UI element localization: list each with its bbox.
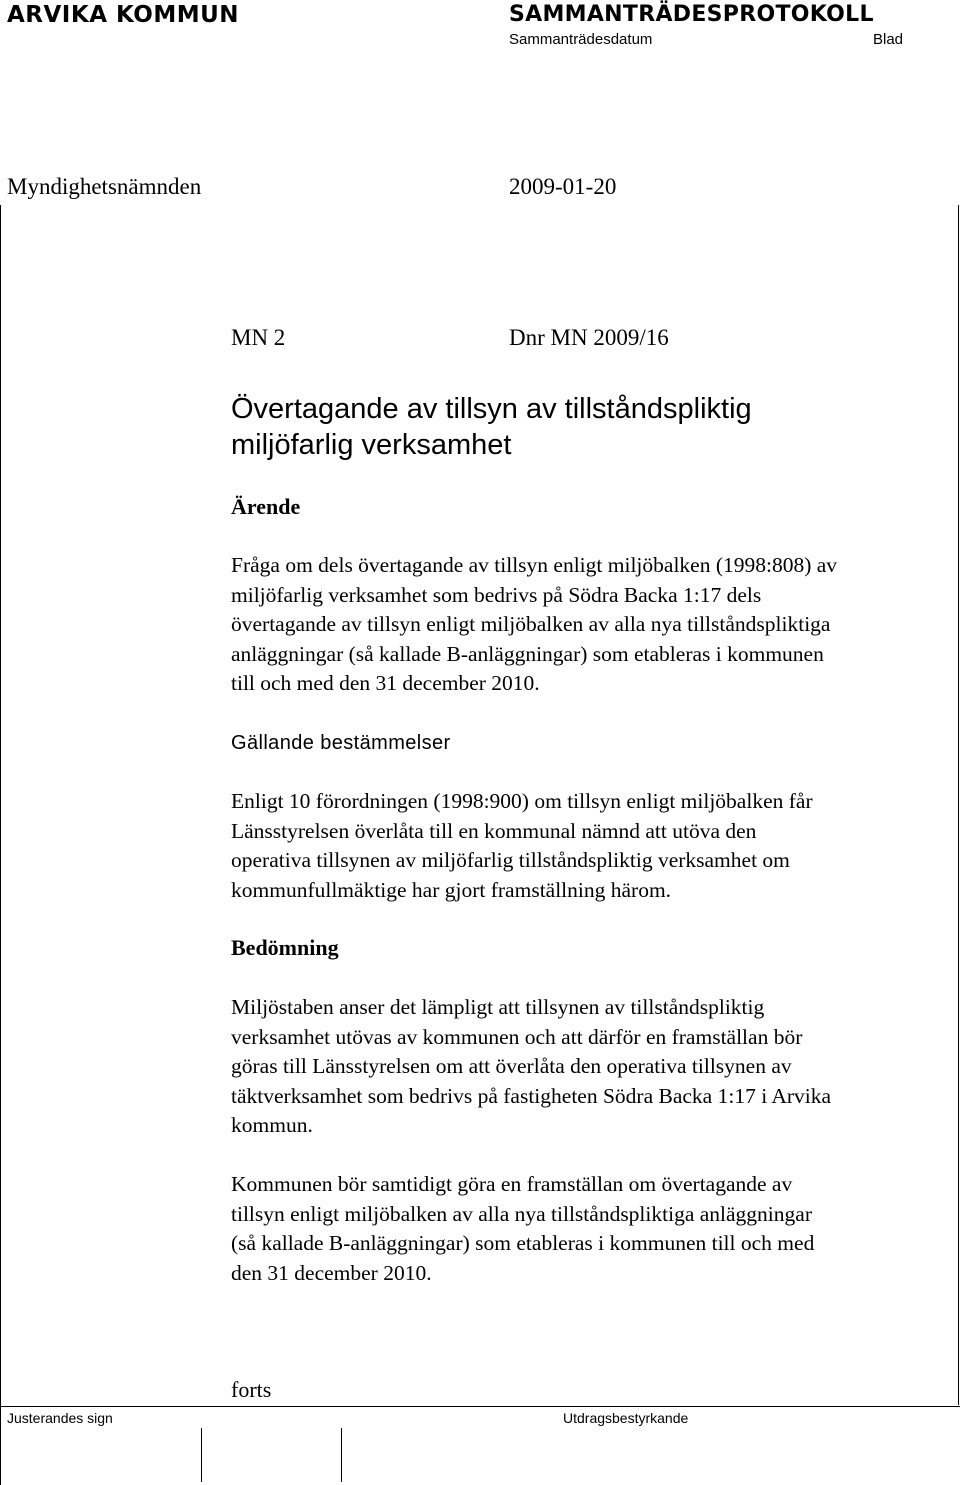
text-line: den 31 december 2010.	[231, 1260, 432, 1285]
bedomning-paragraph-2	[231, 1170, 814, 1288]
section-heading-arende: Ärende	[231, 494, 301, 519]
section-heading-bestammelser: Gällande bestämmelser	[231, 732, 451, 754]
text-line: operativa tillsynen av miljöfarlig tillståndspliktig verksamhet om	[231, 848, 790, 873]
text-line: kommunfullmäktige har gjort framställning härom.	[231, 877, 672, 902]
section-heading-bedomning: Bedömning	[231, 935, 339, 960]
text-line: Miljöstaben anser det lämpligt att tillsynen av tillståndspliktig	[231, 995, 765, 1019]
case-title-line: Övertagande av tillsyn av tillståndspliktig	[231, 393, 752, 425]
meeting-date: 2009-01-20	[509, 174, 617, 199]
text-line: Enligt 10 förordningen (1998:900) om tillsyn enligt miljöbalken får	[231, 789, 813, 813]
text-line: övertagande av tillsyn enligt miljöbalken av alla nya tillståndspliktiga	[231, 612, 831, 637]
case-title-line: miljöfarlig verksamhet	[231, 429, 512, 461]
case-title	[231, 391, 931, 463]
text-line: till och med den 31 december 2010.	[231, 671, 540, 696]
page-label: Blad	[873, 31, 904, 48]
text-line: Länsstyrelsen överlåta till en kommunal nämnd att utöva den	[231, 818, 757, 843]
left-margin-line	[0, 205, 1, 1485]
text-line: täktverksamhet som bedrivs på fastigheten Södra Backa 1:17 i Arvika	[231, 1083, 832, 1108]
committee-name: Myndighetsnämnden	[7, 174, 202, 199]
signature-box-divider	[341, 1428, 342, 1482]
text-line: anläggningar (så kallade B-anläggningar) som etableras i kommunen	[231, 641, 824, 666]
bedomning-paragraph-1	[231, 993, 831, 1141]
text-line: göras till Länsstyrelsen om att överlåta den operativa tillsynen av	[231, 1054, 792, 1079]
text-line: Fråga om dels övertagande av tillsyn enligt miljöbalken (1998:808) av	[231, 553, 838, 577]
text-line: tillsyn enligt miljöbalken av alla nya tillståndspliktiga anläggningar	[231, 1201, 812, 1226]
meeting-date-label: Sammanträdesdatum	[509, 31, 653, 48]
arende-paragraph	[231, 551, 837, 699]
justerandes-sign-label: Justerandes sign	[7, 1410, 113, 1426]
utdragsbestyrkande-label: Utdragsbestyrkande	[563, 1410, 689, 1426]
text-line: miljöfarlig verksamhet som bedrivs på Södra Backa 1:17 dels	[231, 582, 762, 607]
footer-divider	[0, 1406, 960, 1407]
text-line: (så kallade B-anläggningar) som etableras i kommunen till och med	[231, 1231, 815, 1256]
right-margin-line	[958, 205, 959, 1405]
case-number: MN 2	[231, 325, 286, 350]
diary-number: Dnr MN 2009/16	[509, 325, 669, 350]
continued-marker: forts	[231, 1377, 272, 1402]
text-line: kommun.	[231, 1113, 313, 1138]
text-line: verksamhet utövas av kommunen och att därför en framställan bör	[231, 1024, 803, 1049]
text-line: Kommunen bör samtidigt göra en framställan om övertagande av	[231, 1172, 793, 1196]
signature-box-divider	[201, 1428, 202, 1482]
document-type: SAMMANTRÄDESPROTOKOLL	[509, 2, 874, 27]
bestammelser-paragraph	[231, 787, 813, 905]
organization-name: ARVIKA KOMMUN	[7, 2, 240, 28]
